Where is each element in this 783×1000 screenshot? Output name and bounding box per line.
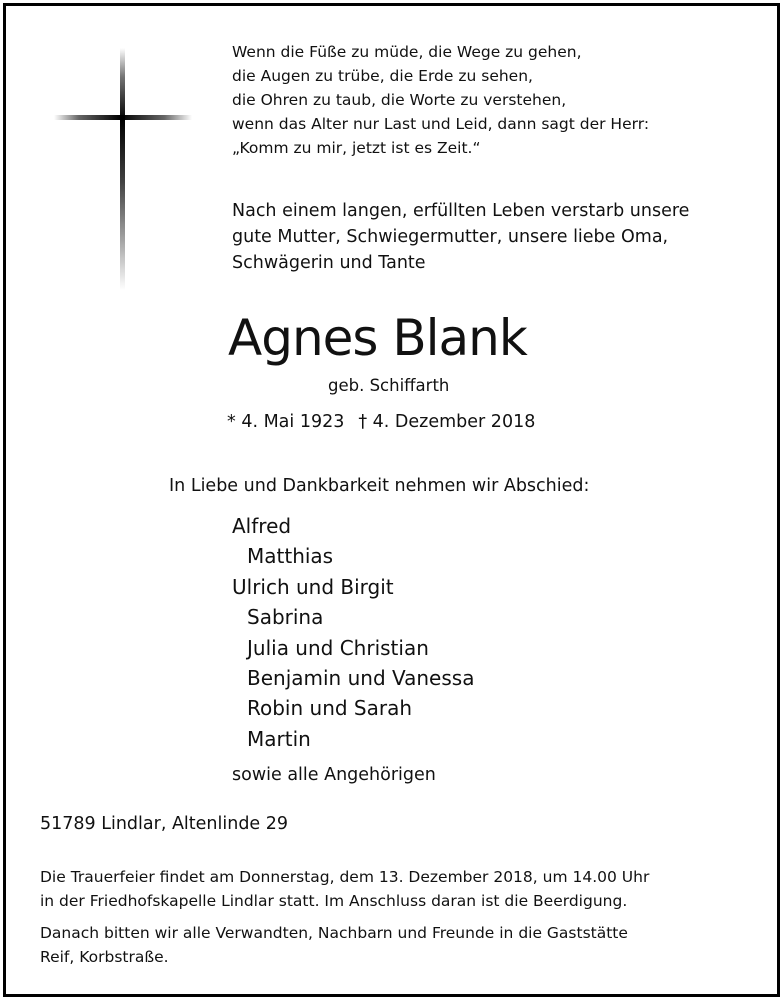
family-member: Matthias xyxy=(247,544,334,569)
family-member: Alfred xyxy=(232,514,292,538)
address: 51789 Lindlar, Altenlinde 29 xyxy=(40,814,289,834)
cross-icon xyxy=(120,48,125,290)
family-member: Robin und Sarah xyxy=(247,696,413,721)
cross-icon-bar xyxy=(54,115,192,120)
poem: Wenn die Füße zu müde, die Wege zu gehen, die Augen zu trübe, die Erde zu sehen, die Ohren zu taub, die Worte zu verstehen, wenn das Alter nur Last und Leid, dann sagt der Herr: „Komm zu mir, jetzt ist es Zeit.“ xyxy=(232,43,650,157)
death-date: † 4. Dezember 2018 xyxy=(358,412,536,432)
family-member: Martin xyxy=(247,726,311,751)
obituary-notice xyxy=(3,3,780,997)
birth-date: * 4. Mai 1923 xyxy=(227,412,345,432)
life-dates xyxy=(227,412,535,432)
reception-invitation: Danach bitten wir alle Verwandten, Nachbarn und Freunde in die Gaststätte Reif, Korbstraße. xyxy=(40,924,628,966)
deceased-name: Agnes Blank xyxy=(228,309,527,367)
family-member: Sabrina xyxy=(247,605,324,630)
relatives-line: sowie alle Angehörigen xyxy=(232,765,436,785)
family-member: Benjamin und Vanessa xyxy=(247,666,475,691)
intro-text: Nach einem langen, erfüllten Leben verstarb unsere gute Mutter, Schwiegermutter, unsere liebe Oma, Schwägerin und Tante xyxy=(232,201,690,273)
family-list xyxy=(232,511,474,754)
family-member: Ulrich und Birgit xyxy=(232,574,394,599)
farewell-line: In Liebe und Dankbarkeit nehmen wir Abschied: xyxy=(169,476,590,496)
maiden-name: geb. Schiffarth xyxy=(328,376,450,395)
family-member: Julia und Christian xyxy=(247,635,429,660)
funeral-service-info: Die Trauerfeier findet am Donnerstag, dem 13. Dezember 2018, um 14.00 Uhr in der Friedhofskapelle Lindlar statt. Im Anschluss daran ist die Beerdigung. xyxy=(40,868,650,910)
